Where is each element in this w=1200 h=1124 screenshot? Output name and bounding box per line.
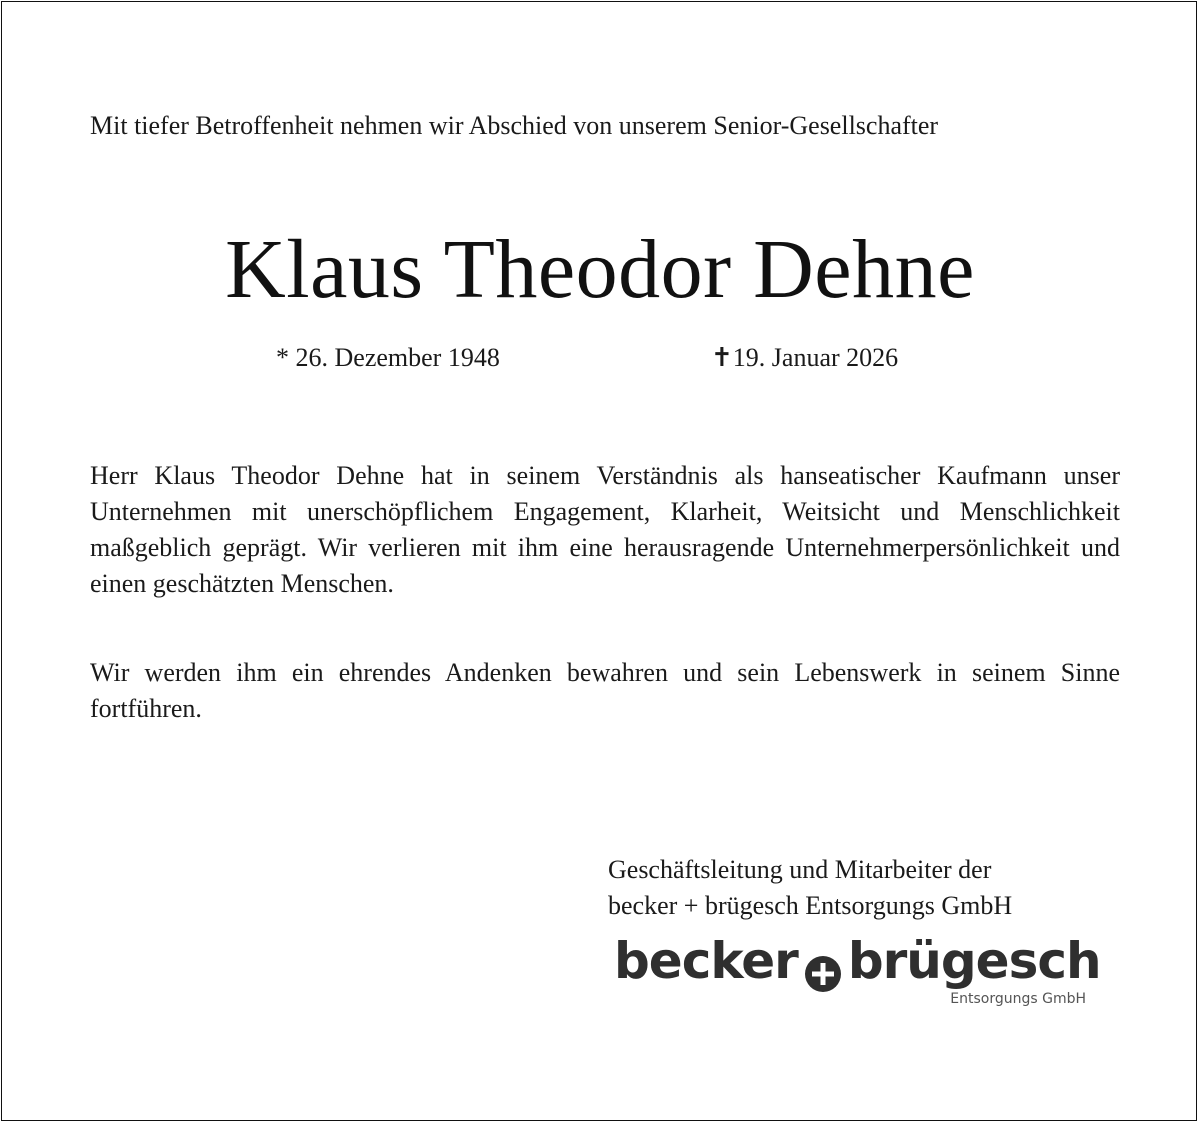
logo-word-left: becker [614,932,798,990]
signature-block [608,852,1012,924]
company-logo [614,930,1101,1012]
logo-wordmark [614,930,1101,992]
signature-line-2: becker + brügesch Entsorgungs GmbH [608,891,1013,920]
remembrance-paragraph: Wir werden ihm ein ehrendes Andenken bewahren und sein Lebenswerk in seinem Sinne fortführen. [90,658,1120,723]
intro-text: Mit tiefer Betroffenheit nehmen wir Abschied von unserem Senior-Gesellschafter [90,111,939,140]
birth-date: * 26. Dezember 1948 [276,343,500,372]
logo-subtitle: Entsorgungs GmbH [950,991,1086,1007]
plus-circle-icon [804,945,842,983]
logo-word-right: brügesch [847,932,1101,990]
death-date: ✝19. Januar 2026 [711,343,899,372]
signature-line-1: Geschäftsleitung und Mitarbeiter der [608,855,992,884]
obituary-notice [1,1,1197,1121]
tribute-paragraph: Herr Klaus Theodor Dehne hat in seinem Verständnis als hanseatischer Kaufmann unser Unternehmen mit unerschöpflichem Engagement, Klarheit, Weitsicht und Menschlichkeit maßgeblich geprägt. Wir verlieren mit ihm eine herausragende Unternehmerpersönlichkeit und einen geschätzten Menschen. [90,461,1120,598]
deceased-name: Klaus Theodor Dehne [225,223,975,316]
